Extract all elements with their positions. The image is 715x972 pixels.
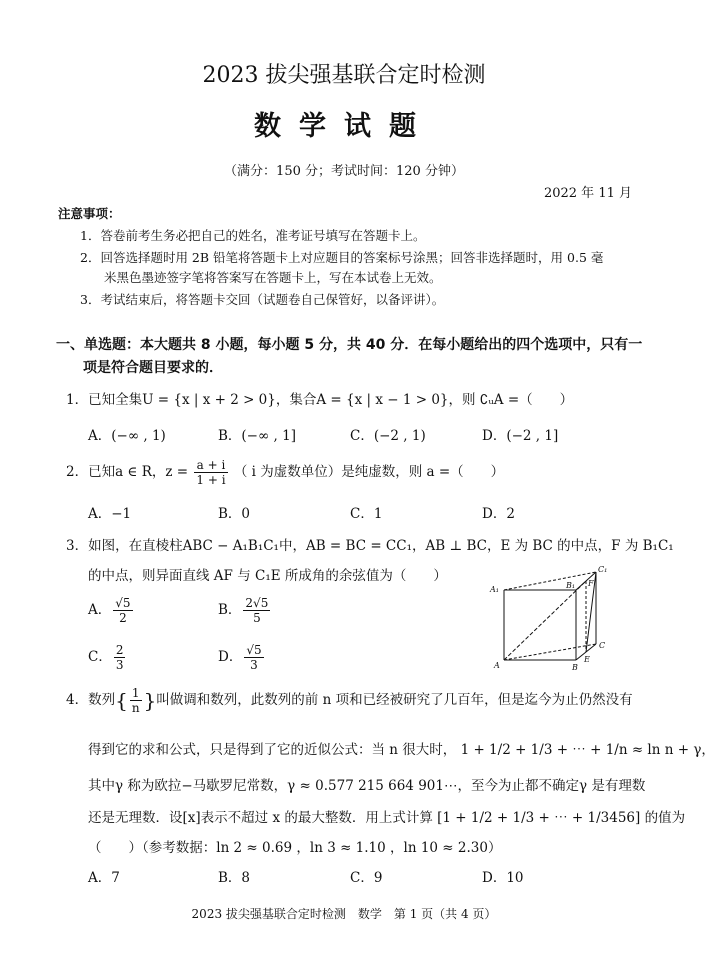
section-heading-cont: 项是符合题目要求的．	[83, 360, 223, 376]
harmonic-formula: 1 + 1/2 + 1/3 + ⋯ + 1/n ≈ ln n + γ，	[460, 742, 715, 758]
q2-pre: 2．已知a ∈ R，z =	[66, 464, 189, 480]
label-a1: A₁	[490, 585, 499, 594]
q3-option-c: C． $\frac{2}{3}$	[88, 643, 124, 672]
label-b: B	[572, 663, 578, 672]
q3-option-d: D． $\frac{√5}{3}$	[218, 643, 262, 672]
q1-option-d: D．(−2 , 1]	[482, 428, 559, 444]
question-2	[66, 458, 504, 487]
section-heading: 一、单选题：本大题共 8 小题，每小题 5 分，共 40 分．在每小题给出的四个选项中，只有一	[56, 337, 643, 353]
notice-heading: 注意事项：	[58, 206, 121, 221]
exam-title: 2023 拔尖强基联合定时检测	[202, 63, 486, 88]
q4-option-b: B．8	[218, 870, 251, 886]
question-4-line4: 还是无理数．设[x]表示不超过 x 的最大整数．用上式计算 [1 + 1/2 + 1/3 + ⋯ + 1/3456] 的值为	[88, 810, 686, 826]
q2-option-b: B．0	[218, 506, 251, 522]
q2-fraction: $\frac{a + i}{1 + i}$	[196, 458, 226, 487]
label-f: F	[588, 579, 594, 588]
q1-option-c: C．(−2 , 1)	[350, 428, 426, 444]
q3-option-b: B． $\frac{2√5}{5}$	[218, 596, 269, 625]
question-3-line2: 的中点，则异面直线 AF 与 C₁E 所成角的余弦值为（ ）	[88, 568, 447, 584]
question-3-line1: 3．如图，在直棱柱ABC − A₁B₁C₁中，AB = BC = CC₁，AB ⊥ BC，E 为 BC 的中点，F 为 B₁C₁	[66, 538, 674, 554]
score-info: （满分：150 分；考试时间：120 分钟）	[224, 164, 464, 179]
notice-item-2: 2．回答选择题时用 2B 铅笔将答题卡上对应题目的答案标号涂黑；回答非选择题时，用 0.5 毫	[80, 250, 604, 265]
q1-option-b: B．(−∞ , 1]	[218, 428, 296, 444]
q1-option-a: A．(−∞ , 1)	[88, 428, 166, 444]
prism-figure	[486, 564, 616, 674]
notice-item-1: 1．答卷前考生务必把自己的姓名，准考证号填写在答题卡上。	[80, 228, 426, 243]
exam-date: 2022 年 11 月	[543, 186, 632, 201]
question-1: 1．已知全集U = {x | x + 2 > 0}，集合A = {x | x − 1 > 0}，则 ∁ᵤA =（ ）	[66, 392, 574, 408]
label-e: E	[584, 655, 590, 664]
notice-item-2-cont: 米黑色墨迹签字笔将答案写在答题卡上，写在本试卷上无效。	[104, 270, 442, 285]
label-b1: B₁	[566, 581, 576, 590]
floor-formula: [1 + 1/2 + 1/3 + ⋯ + 1/3456]	[437, 810, 641, 826]
q3-option-a: A． $\frac{√5}{2}$	[88, 596, 131, 625]
label-c: C	[599, 641, 606, 650]
question-4-line5: （ ）（参考数据：ln 2 ≈ 0.69 ，ln 3 ≈ 1.10 ，ln 10 ≈ 2.30）	[88, 840, 502, 856]
question-4-line1: 4．数列{ $\frac{1}{n}$ }叫做调和数列，此数列的前 n 项和已经被研究了几百年，但是迄今为止仍然没有	[66, 686, 633, 715]
label-c1: C₁	[598, 565, 608, 574]
q2-option-d: D．2	[482, 506, 515, 522]
q2-option-a: A．−1	[88, 506, 132, 522]
q2-option-c: C．1	[350, 506, 383, 522]
question-4-line3: 其中γ 称为欧拉−马歇罗尼常数，γ ≈ 0.577 215 664 901⋯，至今为止都不确定γ 是有理数	[88, 778, 646, 794]
label-a: A	[494, 661, 500, 670]
page-footer: 2023 拔尖强基联合定时检测 数学 第 1 页（共 4 页）	[191, 907, 497, 921]
q4-option-d: D．10	[482, 870, 524, 886]
q4-option-c: C．9	[350, 870, 383, 886]
subject-title: 数学试题	[254, 111, 434, 142]
q4-option-a: A．7	[88, 870, 120, 886]
q2-post: （ i 为虚数单位）是纯虚数，则 a =（ ）	[233, 464, 505, 480]
notice-item-3: 3．考试结束后，将答题卡交回（试题卷自己保管好，以备评讲）。	[80, 292, 445, 307]
question-4-line2: 得到它的求和公式，只是得到了它的近似公式：当 n 很大时， 1 + 1/2 + 1/3 + ⋯ + 1/n ≈ ln n + γ，	[88, 742, 715, 758]
